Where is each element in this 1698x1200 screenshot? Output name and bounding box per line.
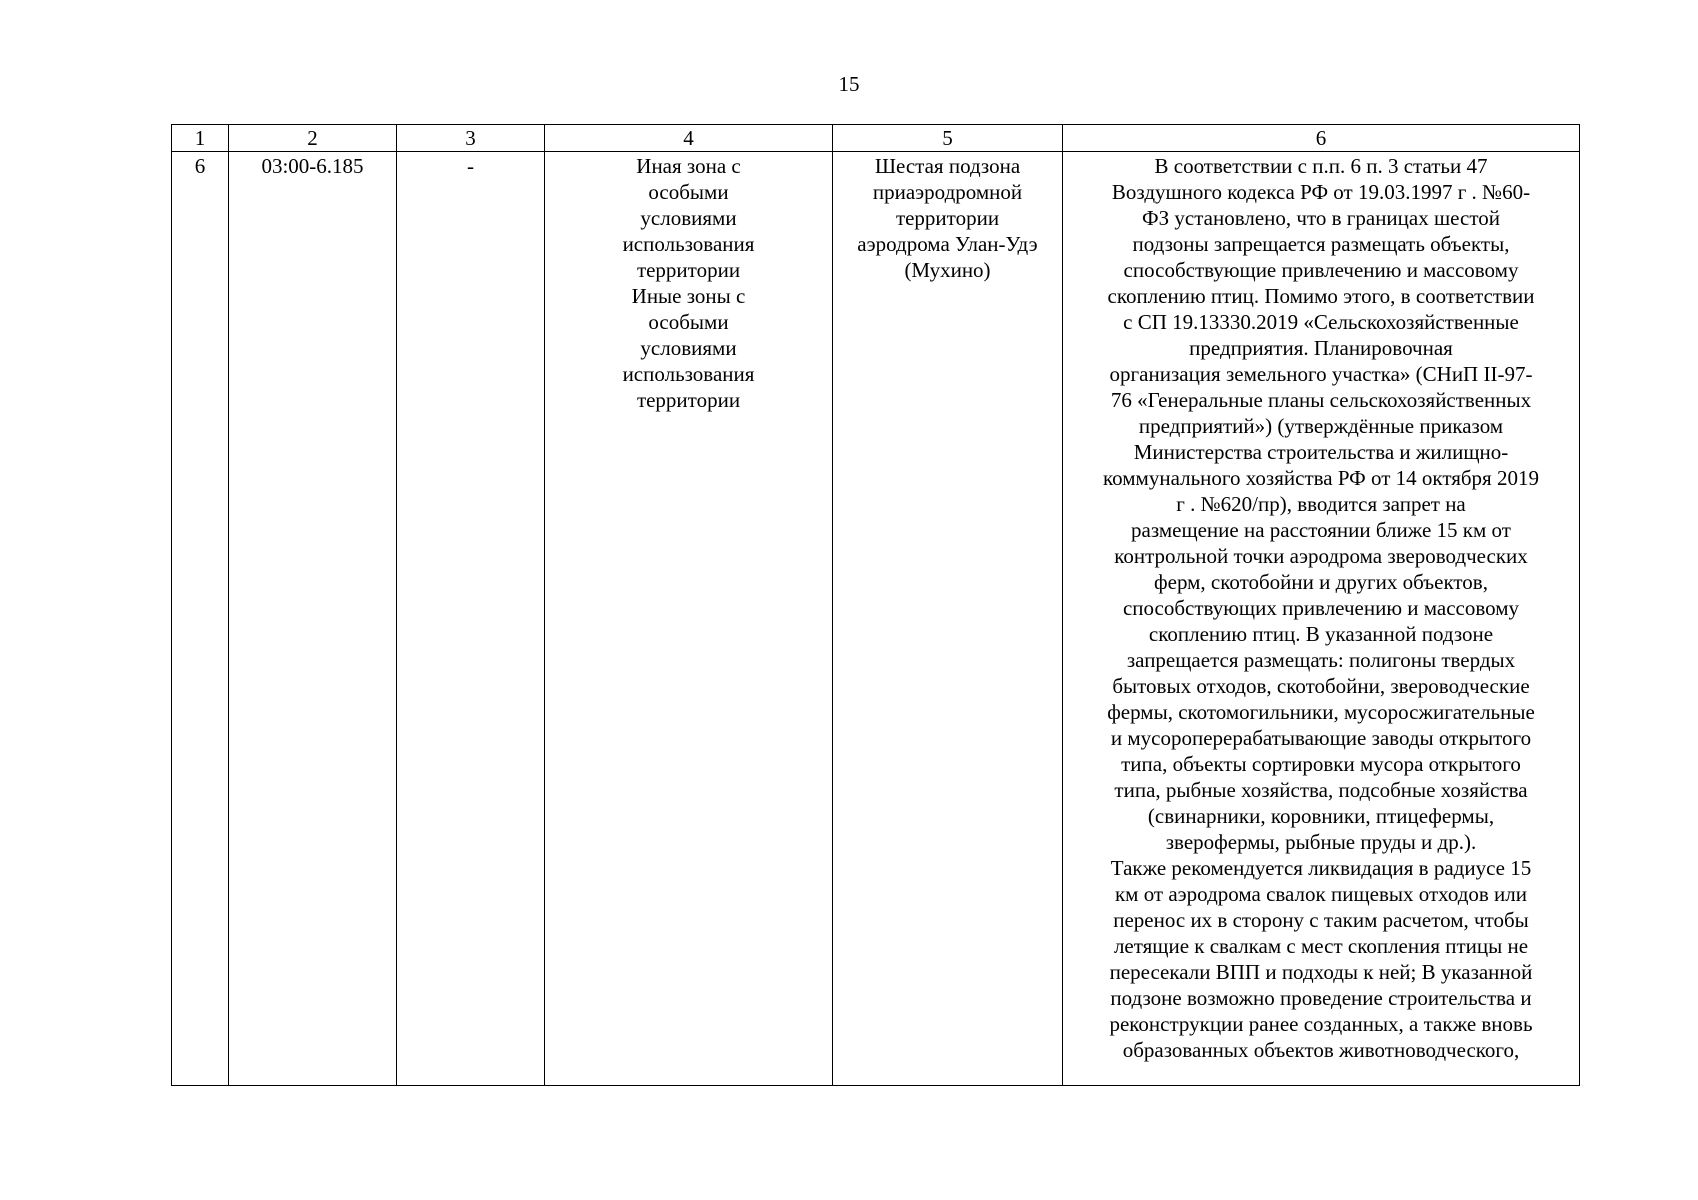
zones-table [171,124,1580,1086]
header-cell-4: 4 [545,125,833,152]
header-cell-2: 2 [229,125,397,152]
zone-type-cell: Иная зона с особыми условиями использования территории Иные зоны с особыми условиями использования территории [545,152,833,1086]
header-cell-6: 6 [1063,125,1580,152]
table-header-row [172,125,1580,152]
zone-code-cell: 03:00-6.185 [229,152,397,1086]
row-number-cell: 6 [172,152,229,1086]
header-cell-5: 5 [833,125,1063,152]
header-cell-3: 3 [397,125,545,152]
page-number: 15 [838,72,860,96]
col3-cell: - [397,152,545,1086]
table-row [172,152,1580,1086]
header-cell-1: 1 [172,125,229,152]
restrictions-cell: В соответствии с п.п. 6 п. 3 статьи 47 Воздушного кодекса РФ от 19.03.1997 г . №60- ФЗ установлено, что в границах шестой подзоны запрещается размещать объекты, способствующие привлечению и массовому скоплению птиц. Помимо этого, в соответствии с СП 19.13330.2019 «Сельскохозяйственные предприятия. Планировочная организация земельного участка» (СНиП II-97- 76 «Генеральные планы сельскохозяйственных предприятий») (утверждённые приказом Министерства строительства и жилищно- коммунального хозяйства РФ от 14 октября 2019 г . №620/пр), вводится запрет на размещение на расстоянии ближе 15 км от контрольной точки аэродрома звероводческих ферм, скотобойни и других объектов, способствующих привлечению и массовому скоплению птиц. В указанной подзоне запрещается размещать: полигоны твердых бытовых отходов, скотобойни, звероводческие фермы, скотомогильники, мусоросжигательные и мусороперерабатывающие заводы открытого типа, объекты сортировки мусора открытого типа, рыбные хозяйства, подсобные хозяйства (свинарники, коровники, птицефермы, зверофермы, рыбные пруды и др.). Также рекомендуется ликвидация в радиусе 15 км от аэродрома свалок пищевых отходов или перенос их в сторону с таким расчетом, чтобы летящие к свалкам с мест скопления птицы не пересекали ВПП и подходы к ней; В указанной подзоне возможно проведение строительства и реконструкции ранее созданных, а также вновь образованных объектов животноводческого, [1063,152,1580,1086]
zone-name-cell: Шестая подзона приаэродромной территории аэродрома Улан-Удэ (Мухино) [833,152,1063,1086]
